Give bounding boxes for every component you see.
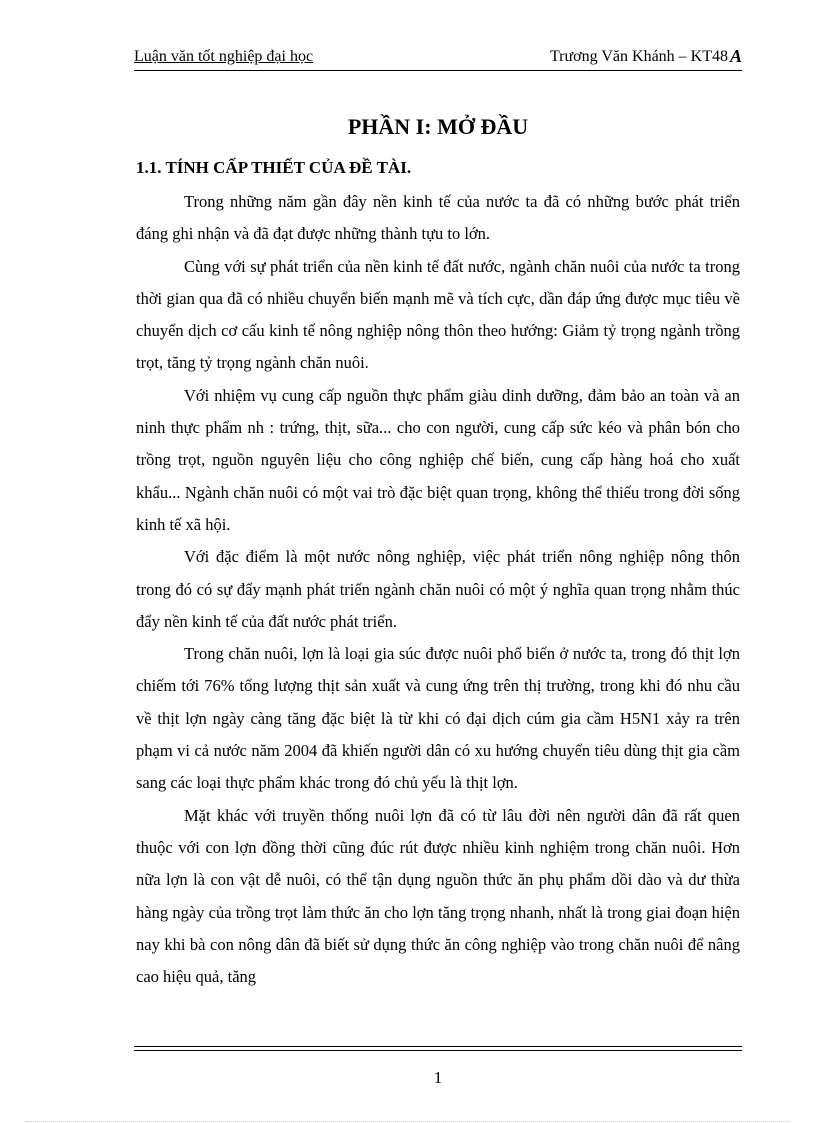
page-number: 1 xyxy=(433,1068,443,1087)
body-text xyxy=(136,186,740,993)
paragraph: Trong chăn nuôi, lợn là loại gia súc được nuôi phổ biến ở nước ta, trong đó thịt lợn chiếm tới 76% tổng lượng thịt sản xuất và cung ứng trên thị trường, trong khi đó nhu cầu về thịt lợn ngày càng tăng đặc biệt là từ khi có đại dịch cúm gia cầm H5N1 xảy ra trên phạm vi cả nước năm 2004 đã khiến người dân có xu hướng chuyển tiêu dùng thịt gia cầm sang các loại thực phẩm khác trong đó chủ yếu là thịt lợn. xyxy=(136,644,740,793)
section-heading: 1.1. TÍNH CẤP THIẾT CỦA ĐỀ TÀI. xyxy=(136,158,412,177)
header-author: Trương Văn Khánh – KT48 xyxy=(549,48,728,65)
paragraph: Mặt khác với truyền thống nuôi lợn đã có từ lâu đời nên người dân đã rất quen thuộc với con lợn đồng thời cũng đúc rút được nhiều kinh nghiệm trong chăn nuôi. Hơn nữa lợn là con vật dễ nuôi, có thể tận dụng nguồn thức ăn phụ phẩm dồi dào và dư thừa hàng ngày của trồng trọt làm thức ăn cho lợn tăng trọng nhanh, nhất là trong giai đoạn hiện nay khi bà con nông dân đã biết sử dụng thức ăn công nghiệp vào trong chăn nuôi để nâng cao hiệu quả, tăng xyxy=(136,805,740,987)
page-edge-divider xyxy=(26,1121,790,1122)
part-title: PHẦN I: MỞ ĐẦU xyxy=(347,114,529,139)
header-class-mark: A xyxy=(729,46,742,66)
paragraph: Cùng với sự phát triển của nền kinh tế đất nước, ngành chăn nuôi của nước ta trong thời gian qua đã có nhiều chuyển biến mạnh mẽ và tích cực, dần đáp ứng được mục tiêu về chuyển dịch cơ cấu kinh tế nông nghiệp nông thôn theo hướng: Giảm tỷ trọng ngành trồng trọt, tăng tỷ trọng ngành chăn nuôi. xyxy=(136,256,740,373)
paragraph: Trong những năm gần đây nền kinh tế của nước ta đã có những bước phát triển đáng ghi nhận và đã đạt được những thành tựu to lớn. xyxy=(136,192,740,244)
footer-rule-bottom xyxy=(134,1050,742,1051)
paragraph: Với đặc điểm là một nước nông nghiệp, việc phát triển nông nghiệp nông thôn trong đó có sự đẩy mạnh phát triển ngành chăn nuôi có một ý nghĩa quan trọng nhằm thúc đẩy nền kinh tế của đất nước phát triển. xyxy=(136,547,740,631)
page-header xyxy=(134,48,742,71)
header-thesis-type: Luận văn tốt nghiệp đại học xyxy=(134,48,314,65)
footer-rule-top xyxy=(134,1046,742,1047)
paragraph: Với nhiệm vụ cung cấp nguồn thực phẩm giàu dinh dưỡng, đảm bảo an toàn và an ninh thực phẩm nh : trứng, thịt, sữa... cho con người, cung cấp sức kéo và phân bón cho trồng trọt, nguồn nguyên liệu cho công nghiệp chế biến, cung cấp hàng hoá cho xuất khẩu... Ngành chăn nuôi có một vai trò đặc biệt quan trọng, không thể thiếu trong đời sống kinh tế xã hội. xyxy=(136,385,740,534)
